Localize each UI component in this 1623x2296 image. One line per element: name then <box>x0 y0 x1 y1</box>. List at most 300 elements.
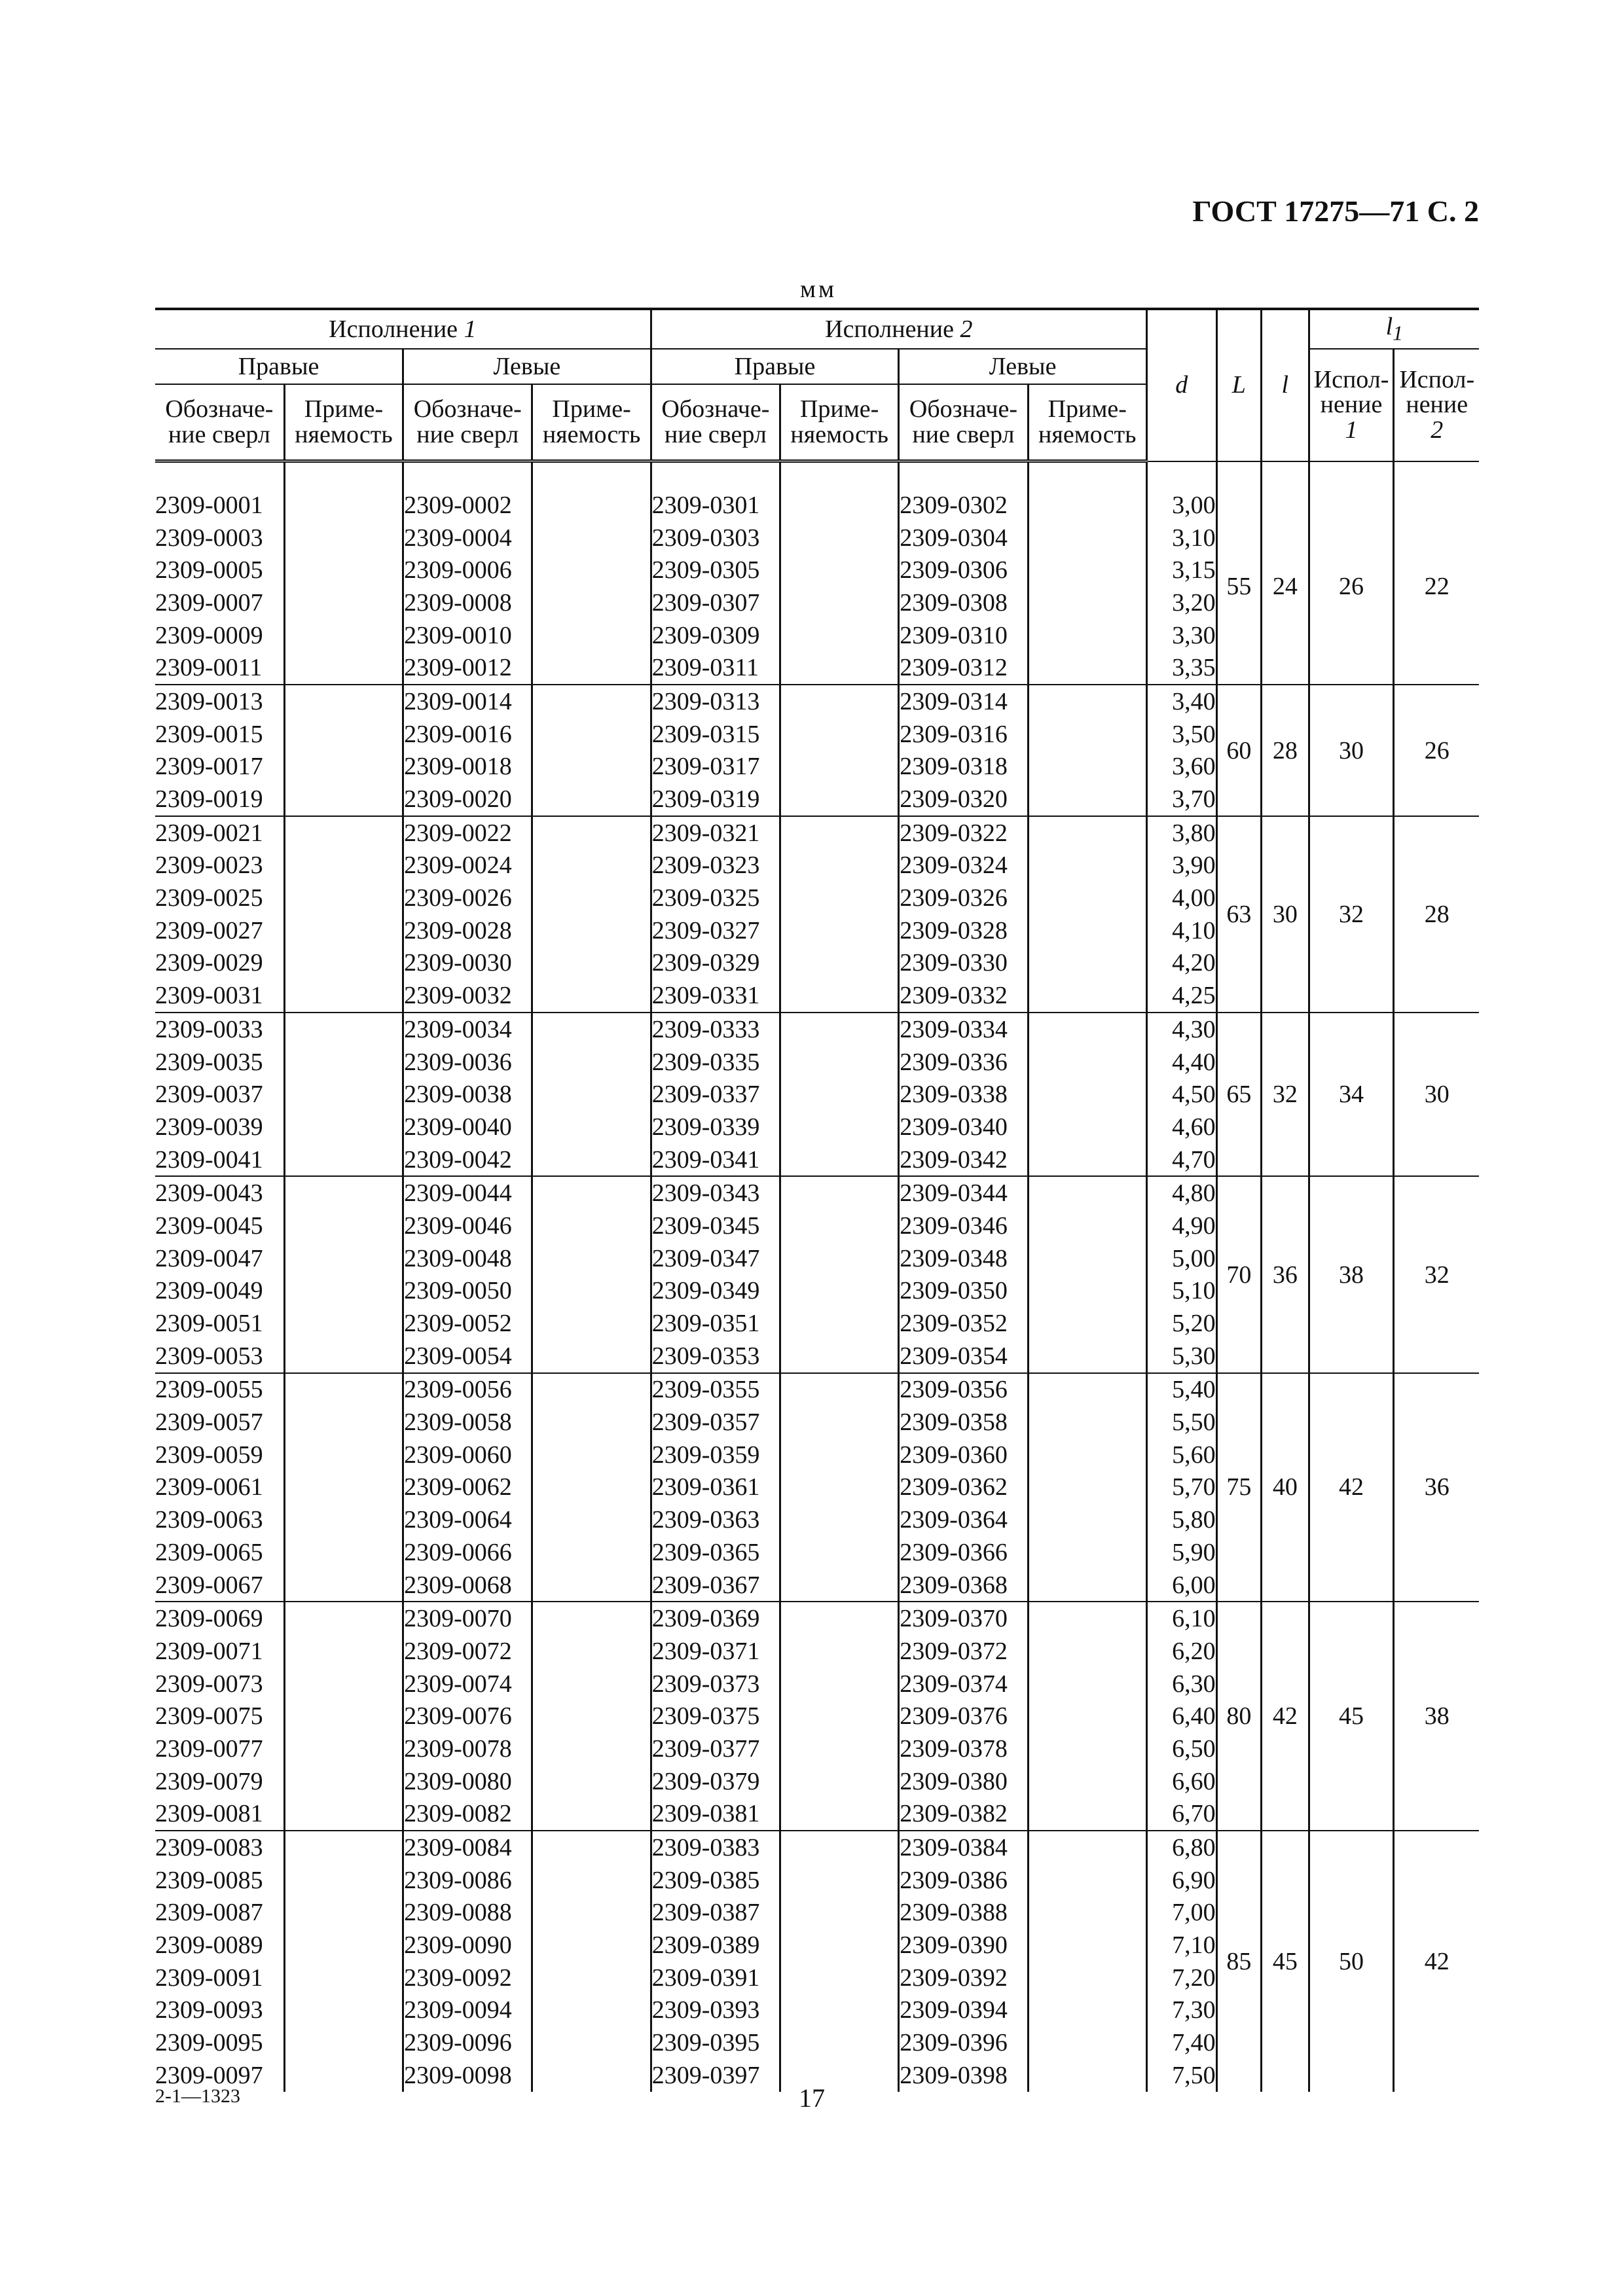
diameter-cell: 5,10 <box>1146 1275 1216 1308</box>
length-l-cell: 45 <box>1262 1831 1309 2092</box>
header-prim: Приме-няемость <box>532 384 651 461</box>
code-right-1: 2309-0097 <box>155 2061 263 2089</box>
code-left-2: 2309-0344 <box>899 1176 1028 1210</box>
l1-isp1-cell: 34 <box>1309 1013 1394 1176</box>
code-left-2: 2309-0348 <box>899 1242 1028 1275</box>
code-left-1: 2309-0020 <box>403 783 532 816</box>
applicability-cell <box>1028 1897 1146 1929</box>
applicability-cell <box>532 1176 651 1210</box>
code-left-2: 2309-0354 <box>899 1340 1028 1373</box>
applicability-cell <box>780 1635 899 1668</box>
applicability-cell <box>780 1340 899 1373</box>
code-left-1: 2309-0024 <box>403 850 532 882</box>
unit-label: мм <box>799 276 837 303</box>
applicability-cell <box>532 522 651 554</box>
code-right-2: 2309-0355 <box>651 1373 780 1407</box>
applicability-cell <box>1028 1340 1146 1373</box>
applicability-cell <box>284 1536 403 1569</box>
code-left-2: 2309-0356 <box>899 1373 1028 1407</box>
code-left-1: 2309-0054 <box>403 1340 532 1373</box>
applicability-cell <box>284 1798 403 1831</box>
code-left-2: 2309-0394 <box>899 1994 1028 2027</box>
code-right-2: 2309-0321 <box>651 816 780 850</box>
applicability-cell <box>1028 1700 1146 1732</box>
applicability-cell <box>780 1013 899 1046</box>
code-left-2: 2309-0372 <box>899 1635 1028 1668</box>
l1-isp2-cell: 36 <box>1394 1373 1479 1602</box>
applicability-cell <box>780 489 899 522</box>
code-left-1: 2309-0050 <box>403 1275 532 1308</box>
code-right-2: 2309-0349 <box>651 1275 780 1308</box>
code-left-1: 2309-0064 <box>403 1503 532 1536</box>
header-ispolnenie-2: Исполнение 2 <box>651 309 1146 349</box>
code-right-2: 2309-0343 <box>651 1176 780 1210</box>
code-right-1: 2309-0051 <box>155 1310 263 1338</box>
code-right-1: 2309-0005 <box>155 556 263 584</box>
table-body <box>155 489 1479 2092</box>
applicability-cell <box>1028 816 1146 850</box>
code-right-1: 2309-0055 <box>155 1373 284 1407</box>
applicability-cell <box>1028 685 1146 718</box>
applicability-cell <box>284 1176 403 1210</box>
diameter-cell: 5,50 <box>1146 1406 1216 1439</box>
applicability-cell <box>532 1602 651 1635</box>
code-left-2: 2309-0346 <box>899 1210 1028 1242</box>
applicability-cell <box>1028 1668 1146 1700</box>
drill-spec-table <box>155 308 1479 2092</box>
code-left-1: 2309-0088 <box>403 1897 532 1929</box>
code-left-2: 2309-0318 <box>899 751 1028 783</box>
applicability-cell <box>284 489 403 522</box>
applicability-cell <box>780 586 899 619</box>
applicability-cell <box>532 1635 651 1668</box>
applicability-cell <box>532 1765 651 1798</box>
applicability-cell <box>532 586 651 619</box>
diameter-cell: 5,60 <box>1146 1439 1216 1471</box>
print-code: 2-1—1323 <box>155 2085 240 2107</box>
length-l-cell: 42 <box>1262 1602 1309 1831</box>
table-row <box>155 1176 1479 1210</box>
applicability-cell <box>532 1831 651 1864</box>
applicability-cell <box>1028 783 1146 816</box>
applicability-cell <box>284 1471 403 1504</box>
code-left-1: 2309-0062 <box>403 1471 532 1504</box>
applicability-cell <box>780 1602 899 1635</box>
code-right-1: 2309-0083 <box>155 1831 284 1864</box>
applicability-cell <box>780 1471 899 1504</box>
applicability-cell <box>284 947 403 980</box>
code-right-2: 2309-0395 <box>651 2026 780 2059</box>
code-left-2: 2309-0366 <box>899 1536 1028 1569</box>
applicability-cell <box>1028 1798 1146 1831</box>
code-right-2: 2309-0375 <box>651 1700 780 1732</box>
code-left-2: 2309-0308 <box>899 586 1028 619</box>
applicability-cell <box>780 1046 899 1079</box>
applicability-cell <box>780 1503 899 1536</box>
table-row <box>155 1373 1479 1407</box>
code-right-2: 2309-0353 <box>651 1340 780 1373</box>
header-l: l <box>1262 309 1309 461</box>
code-right-1: 2309-0087 <box>155 1899 263 1927</box>
code-left-1: 2309-0044 <box>403 1176 532 1210</box>
diameter-cell: 4,40 <box>1146 1046 1216 1079</box>
length-L-cell: 63 <box>1216 816 1261 1013</box>
code-right-1: 2309-0085 <box>155 1866 263 1894</box>
code-right-1: 2309-0089 <box>155 1931 263 1960</box>
code-left-2: 2309-0342 <box>899 1143 1028 1177</box>
diameter-cell: 4,60 <box>1146 1111 1216 1143</box>
applicability-cell <box>780 1732 899 1765</box>
diameter-cell: 6,90 <box>1146 1864 1216 1897</box>
l1-isp1-cell: 32 <box>1309 816 1394 1013</box>
code-right-1: 2309-0023 <box>155 852 263 880</box>
applicability-cell <box>780 1176 899 1210</box>
applicability-cell <box>532 1962 651 1994</box>
diameter-cell: 7,10 <box>1146 1929 1216 1962</box>
length-L-cell: 65 <box>1216 1013 1261 1176</box>
applicability-cell <box>532 651 651 685</box>
applicability-cell <box>284 2059 403 2092</box>
diameter-cell: 3,10 <box>1146 522 1216 554</box>
applicability-cell <box>284 1602 403 1635</box>
l1-isp1-cell: 30 <box>1309 685 1394 816</box>
l1-isp1-cell: 50 <box>1309 1831 1394 2092</box>
code-left-1: 2309-0080 <box>403 1765 532 1798</box>
applicability-cell <box>1028 1962 1146 1994</box>
code-right-1: 2309-0047 <box>155 1244 263 1272</box>
diameter-cell: 3,90 <box>1146 850 1216 882</box>
code-right-2: 2309-0337 <box>651 1078 780 1111</box>
applicability-cell <box>532 1439 651 1471</box>
code-left-1: 2309-0078 <box>403 1732 532 1765</box>
header-L: L <box>1216 309 1261 461</box>
applicability-cell <box>780 1962 899 1994</box>
length-L-cell: 55 <box>1216 489 1261 685</box>
applicability-cell <box>1028 1210 1146 1242</box>
diameter-cell: 6,80 <box>1146 1831 1216 1864</box>
diameter-cell: 5,90 <box>1146 1536 1216 1569</box>
l1-isp1-cell: 45 <box>1309 1602 1394 1831</box>
header-left-1: Левые <box>403 349 651 384</box>
code-right-2: 2309-0359 <box>651 1439 780 1471</box>
code-right-2: 2309-0397 <box>651 2059 780 2092</box>
code-left-2: 2309-0338 <box>899 1078 1028 1111</box>
code-left-1: 2309-0016 <box>403 718 532 751</box>
applicability-cell <box>532 850 651 882</box>
applicability-cell <box>532 1340 651 1373</box>
code-right-2: 2309-0315 <box>651 718 780 751</box>
code-left-2: 2309-0388 <box>899 1897 1028 1929</box>
code-right-1: 2309-0059 <box>155 1441 263 1469</box>
applicability-cell <box>780 1798 899 1831</box>
applicability-cell <box>780 554 899 586</box>
code-right-2: 2309-0383 <box>651 1831 780 1864</box>
header-l1-isp1: Испол-нение 1 <box>1309 349 1394 461</box>
code-left-1: 2309-0002 <box>403 489 532 522</box>
code-right-1: 2309-0003 <box>155 524 263 552</box>
applicability-cell <box>780 1569 899 1602</box>
code-left-1: 2309-0070 <box>403 1602 532 1635</box>
code-left-2: 2309-0370 <box>899 1602 1028 1635</box>
code-left-1: 2309-0096 <box>403 2026 532 2059</box>
diameter-cell: 5,80 <box>1146 1503 1216 1536</box>
code-right-1: 2309-0071 <box>155 1637 263 1665</box>
applicability-cell <box>532 1798 651 1831</box>
code-right-2: 2309-0333 <box>651 1013 780 1046</box>
applicability-cell <box>532 554 651 586</box>
code-left-2: 2309-0380 <box>899 1765 1028 1798</box>
code-left-1: 2309-0030 <box>403 947 532 980</box>
applicability-cell <box>284 1439 403 1471</box>
code-right-2: 2309-0357 <box>651 1406 780 1439</box>
code-left-1: 2309-0018 <box>403 751 532 783</box>
table-row <box>155 1013 1479 1046</box>
diameter-cell: 5,40 <box>1146 1373 1216 1407</box>
length-L-cell: 85 <box>1216 1831 1261 2092</box>
code-left-1: 2309-0084 <box>403 1831 532 1864</box>
code-right-2: 2309-0379 <box>651 1765 780 1798</box>
applicability-cell <box>532 1275 651 1308</box>
diameter-cell: 3,20 <box>1146 586 1216 619</box>
applicability-cell <box>284 1046 403 1079</box>
applicability-cell <box>780 651 899 685</box>
header-right-2: Правые <box>651 349 899 384</box>
code-right-2: 2309-0309 <box>651 619 780 652</box>
applicability-cell <box>1028 489 1146 522</box>
diameter-cell: 6,20 <box>1146 1635 1216 1668</box>
applicability-cell <box>780 979 899 1013</box>
code-right-1: 2309-0043 <box>155 1176 284 1210</box>
applicability-cell <box>532 1897 651 1929</box>
applicability-cell <box>532 1929 651 1962</box>
diameter-cell: 4,80 <box>1146 1176 1216 1210</box>
applicability-cell <box>284 1406 403 1439</box>
applicability-cell <box>1028 1864 1146 1897</box>
diameter-cell: 3,70 <box>1146 783 1216 816</box>
diameter-cell: 6,70 <box>1146 1798 1216 1831</box>
diameter-cell: 5,20 <box>1146 1307 1216 1340</box>
applicability-cell <box>532 914 651 947</box>
applicability-cell <box>1028 586 1146 619</box>
applicability-cell <box>532 2059 651 2092</box>
applicability-cell <box>284 816 403 850</box>
applicability-cell <box>532 1046 651 1079</box>
header-right-1: Правые <box>155 349 403 384</box>
applicability-cell <box>532 1143 651 1177</box>
header-prim: Приме-няемость <box>780 384 899 461</box>
code-left-1: 2309-0056 <box>403 1373 532 1407</box>
code-left-1: 2309-0028 <box>403 914 532 947</box>
code-right-2: 2309-0367 <box>651 1569 780 1602</box>
code-right-1: 2309-0065 <box>155 1538 263 1566</box>
applicability-cell <box>780 1929 899 1962</box>
code-right-1: 2309-0045 <box>155 1211 263 1240</box>
applicability-cell <box>532 1210 651 1242</box>
code-right-2: 2309-0307 <box>651 586 780 619</box>
l1-isp2-cell: 32 <box>1394 1176 1479 1372</box>
code-left-1: 2309-0022 <box>403 816 532 850</box>
applicability-cell <box>780 947 899 980</box>
code-left-1: 2309-0098 <box>403 2059 532 2092</box>
code-left-1: 2309-0074 <box>403 1668 532 1700</box>
length-L-cell: 80 <box>1216 1602 1261 1831</box>
code-right-2: 2309-0351 <box>651 1307 780 1340</box>
applicability-cell <box>284 522 403 554</box>
code-right-1: 2309-0091 <box>155 1964 263 1992</box>
code-left-1: 2309-0008 <box>403 586 532 619</box>
applicability-cell <box>780 1406 899 1439</box>
diameter-cell: 5,00 <box>1146 1242 1216 1275</box>
diameter-cell: 5,70 <box>1146 1471 1216 1504</box>
code-right-1: 2309-0017 <box>155 753 263 781</box>
applicability-cell <box>780 850 899 882</box>
applicability-cell <box>1028 1013 1146 1046</box>
code-left-2: 2309-0324 <box>899 850 1028 882</box>
applicability-cell <box>780 1111 899 1143</box>
applicability-cell <box>1028 554 1146 586</box>
applicability-cell <box>284 882 403 914</box>
applicability-cell <box>1028 1929 1146 1962</box>
applicability-cell <box>284 1340 403 1373</box>
applicability-cell <box>284 554 403 586</box>
applicability-cell <box>284 1503 403 1536</box>
code-left-2: 2309-0352 <box>899 1307 1028 1340</box>
code-left-2: 2309-0328 <box>899 914 1028 947</box>
code-left-2: 2309-0326 <box>899 882 1028 914</box>
code-left-1: 2309-0034 <box>403 1013 532 1046</box>
applicability-cell <box>780 619 899 652</box>
diameter-cell: 7,00 <box>1146 1897 1216 1929</box>
header-code: Обозначе-ние сверл <box>899 384 1028 461</box>
code-left-2: 2309-0336 <box>899 1046 1028 1079</box>
applicability-cell <box>532 619 651 652</box>
code-left-1: 2309-0068 <box>403 1569 532 1602</box>
applicability-cell <box>780 1700 899 1732</box>
diameter-cell: 4,25 <box>1146 979 1216 1013</box>
code-right-2: 2309-0313 <box>651 685 780 718</box>
code-left-1: 2309-0082 <box>403 1798 532 1831</box>
code-right-1: 2309-0019 <box>155 785 263 814</box>
applicability-cell <box>1028 1471 1146 1504</box>
code-right-1: 2309-0079 <box>155 1767 263 1795</box>
applicability-cell <box>780 1275 899 1308</box>
diameter-cell: 3,00 <box>1146 489 1216 522</box>
applicability-cell <box>532 751 651 783</box>
applicability-cell <box>532 1569 651 1602</box>
applicability-cell <box>284 1994 403 2027</box>
applicability-cell <box>780 1373 899 1407</box>
applicability-cell <box>284 751 403 783</box>
length-l-cell: 40 <box>1262 1373 1309 1602</box>
applicability-cell <box>1028 1994 1146 2027</box>
diameter-cell: 7,40 <box>1146 2026 1216 2059</box>
code-left-2: 2309-0320 <box>899 783 1028 816</box>
code-left-1: 2309-0086 <box>403 1864 532 1897</box>
applicability-cell <box>780 1536 899 1569</box>
header-prim: Приме-няемость <box>1028 384 1146 461</box>
applicability-cell <box>780 1439 899 1471</box>
diameter-cell: 4,50 <box>1146 1078 1216 1111</box>
code-left-1: 2309-0046 <box>403 1210 532 1242</box>
applicability-cell <box>284 979 403 1013</box>
l1-isp2-cell: 28 <box>1394 816 1479 1013</box>
applicability-cell <box>532 1864 651 1897</box>
code-left-2: 2309-0376 <box>899 1700 1028 1732</box>
code-right-1: 2309-0035 <box>155 1048 263 1076</box>
table-row <box>155 685 1479 718</box>
applicability-cell <box>780 783 899 816</box>
code-right-1: 2309-0007 <box>155 588 263 617</box>
diameter-cell: 3,15 <box>1146 554 1216 586</box>
applicability-cell <box>532 882 651 914</box>
length-L-cell: 70 <box>1216 1176 1261 1372</box>
table-row <box>155 489 1479 522</box>
applicability-cell <box>284 1013 403 1046</box>
code-right-1: 2309-0069 <box>155 1602 284 1635</box>
header-ispolnenie-1: Исполнение 1 <box>155 309 651 349</box>
code-left-1: 2309-0026 <box>403 882 532 914</box>
code-right-1: 2309-0015 <box>155 720 263 748</box>
code-right-2: 2309-0311 <box>651 651 780 685</box>
code-left-1: 2309-0004 <box>403 522 532 554</box>
code-left-2: 2309-0360 <box>899 1439 1028 1471</box>
applicability-cell <box>1028 1536 1146 1569</box>
l1-isp2-cell: 42 <box>1394 1831 1479 2092</box>
applicability-cell <box>284 914 403 947</box>
applicability-cell <box>1028 1176 1146 1210</box>
code-left-2: 2309-0312 <box>899 651 1028 685</box>
length-l-cell: 36 <box>1262 1176 1309 1372</box>
l1-isp2-cell: 22 <box>1394 489 1479 685</box>
applicability-cell <box>780 1143 899 1177</box>
code-right-2: 2309-0381 <box>651 1798 780 1831</box>
code-right-2: 2309-0341 <box>651 1143 780 1177</box>
applicability-cell <box>532 979 651 1013</box>
code-right-1: 2309-0061 <box>155 1473 263 1501</box>
applicability-cell <box>1028 850 1146 882</box>
diameter-cell: 4,00 <box>1146 882 1216 914</box>
applicability-cell <box>284 1732 403 1765</box>
diameter-cell: 4,30 <box>1146 1013 1216 1046</box>
code-left-1: 2309-0076 <box>403 1700 532 1732</box>
code-left-2: 2309-0398 <box>899 2059 1028 2092</box>
code-right-2: 2309-0319 <box>651 783 780 816</box>
applicability-cell <box>284 651 403 685</box>
diameter-cell: 3,40 <box>1146 685 1216 718</box>
code-left-1: 2309-0060 <box>403 1439 532 1471</box>
code-left-1: 2309-0094 <box>403 1994 532 2027</box>
code-right-1: 2309-0033 <box>155 1013 284 1046</box>
code-right-2: 2309-0339 <box>651 1111 780 1143</box>
applicability-cell <box>284 1210 403 1242</box>
code-left-2: 2309-0364 <box>899 1503 1028 1536</box>
diameter-cell: 3,60 <box>1146 751 1216 783</box>
diameter-cell: 7,50 <box>1146 2059 1216 2092</box>
applicability-cell <box>532 783 651 816</box>
applicability-cell <box>1028 914 1146 947</box>
code-left-2: 2309-0396 <box>899 2026 1028 2059</box>
code-right-2: 2309-0329 <box>651 947 780 980</box>
applicability-cell <box>284 1668 403 1700</box>
code-right-1: 2309-0013 <box>155 685 284 718</box>
header-prim: Приме-няемость <box>284 384 403 461</box>
applicability-cell <box>284 783 403 816</box>
applicability-cell <box>1028 2059 1146 2092</box>
code-right-1: 2309-0081 <box>155 1800 263 1828</box>
applicability-cell <box>780 2026 899 2059</box>
applicability-cell <box>532 1732 651 1765</box>
code-left-1: 2309-0042 <box>403 1143 532 1177</box>
